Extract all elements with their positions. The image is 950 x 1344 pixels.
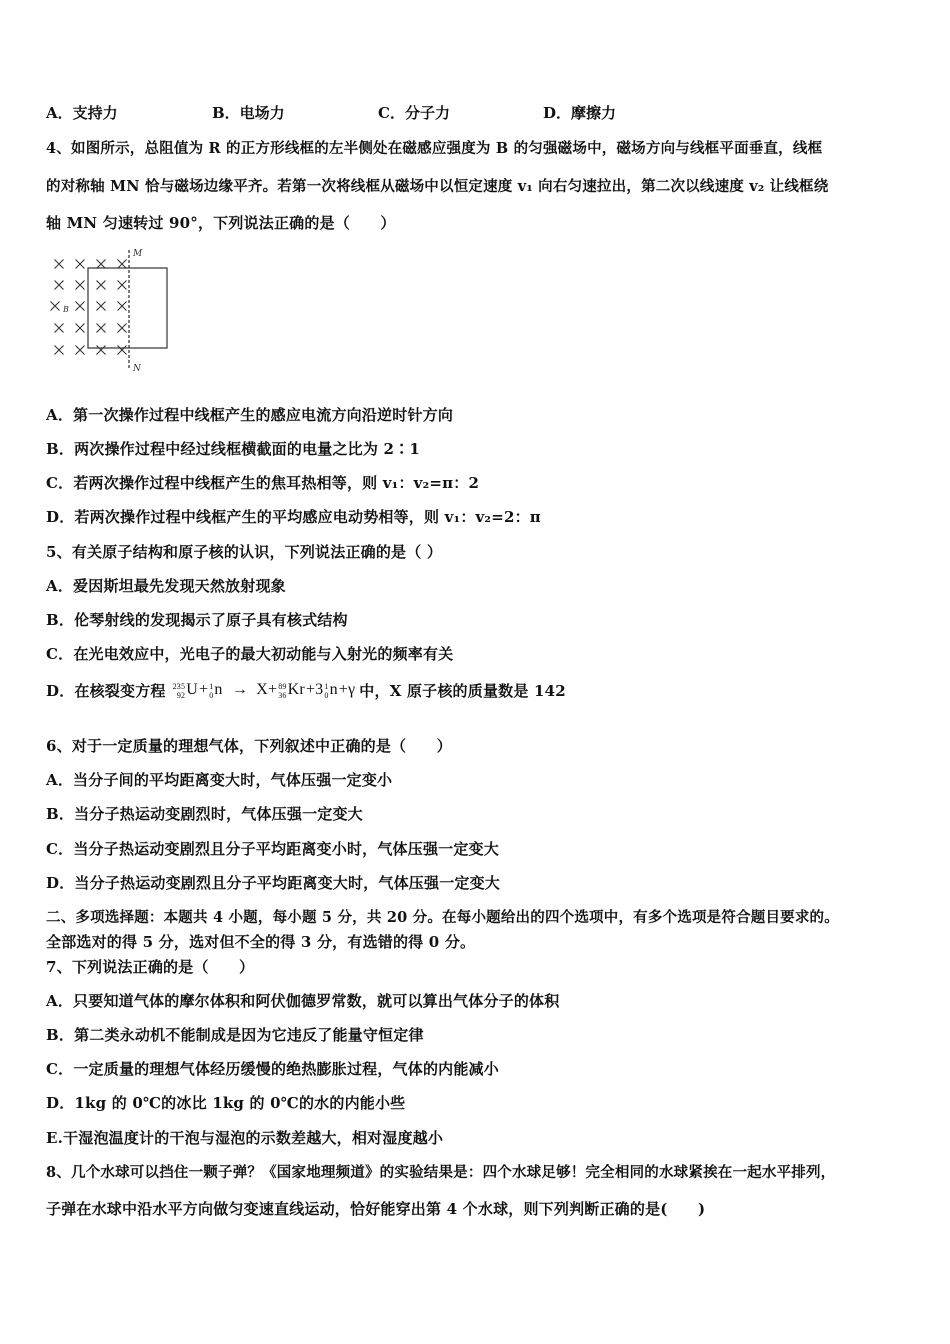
q7-option-d: D．1kg 的 0℃的冰比 1kg 的 0℃的水的内能小些 [46, 1094, 406, 1112]
q3-option-a: A．支持力 [46, 104, 118, 122]
wire-frame [88, 268, 167, 348]
field-cross-icon [118, 281, 127, 290]
field-cross-icon [51, 302, 60, 311]
label-b: B [63, 305, 69, 314]
field-cross-icon [118, 346, 127, 355]
field-cross-icon [97, 302, 106, 311]
q5-option-c: C．在光电效应中，光电子的最大初动能与入射光的频率有关 [46, 645, 454, 663]
q3-option-c: C．分子力 [378, 104, 450, 122]
field-cross-icon [55, 346, 64, 355]
q4-stem-line3: 轴 MN 匀速转过 90°，下列说法正确的是（ ） [46, 214, 396, 232]
q4-option-d: D．若两次操作过程中线框产生的平均感应电动势相等，则 v₁：v₂=2：π [46, 508, 541, 526]
q7-option-e: E.干湿泡温度计的干泡与湿泡的示数差越大，相对湿度越小 [46, 1129, 444, 1147]
field-cross-icon [97, 324, 106, 333]
label-m: M [133, 249, 143, 259]
fission-equation: 235 92 U+ 1 0 n → X+ 89 36 Kr+3 1 0 n+γ [172, 681, 356, 700]
field-cross-icon [76, 260, 85, 269]
q5-option-d-prefix: D．在核裂变方程 [46, 682, 166, 700]
q3-option-d: D．摩擦力 [543, 104, 617, 122]
field-cross-icon [97, 346, 106, 355]
field-cross-icon [55, 260, 64, 269]
q5-option-a: A．爱因斯坦最先发现天然放射现象 [46, 577, 286, 595]
q5-option-d-suffix: 中，X 原子核的质量数是 142 [359, 682, 566, 700]
field-cross-icon [76, 302, 85, 311]
q7-option-c: C．一定质量的理想气体经历缓慢的绝热膨胀过程，气体的内能减小 [46, 1060, 499, 1078]
q4-option-b: B．两次操作过程中经过线框横截面的电量之比为 2∶1 [46, 440, 420, 458]
magnetic-field-figure [50, 244, 175, 374]
field-cross-icon [76, 324, 85, 333]
field-cross-icon [76, 346, 85, 355]
q6-stem: 6、对于一定质量的理想气体，下列叙述中正确的是（ ） [46, 737, 452, 755]
q7-option-a: A．只要知道气体的摩尔体积和阿伏伽德罗常数，就可以算出气体分子的体积 [46, 992, 560, 1010]
section2-line1: 二、多项选择题：本题共 4 小题，每小题 5 分，共 20 分。在每小题给出的四个选项中，有多个选项是符合题目要求的。 [46, 909, 839, 926]
field-cross-icon [97, 260, 106, 269]
q5-stem: 5、有关原子结构和原子核的认识，下列说法正确的是（ ） [46, 543, 443, 561]
q3-option-b: B．电场力 [212, 104, 285, 122]
field-cross-icon [97, 281, 106, 290]
field-cross-icon [55, 281, 64, 290]
label-n: N [133, 364, 141, 374]
q5-option-b: B．伦琴射线的发现揭示了原子具有核式结构 [46, 611, 348, 629]
q6-option-d: D．当分子热运动变剧烈且分子平均距离变大时，气体压强一定变大 [46, 874, 501, 892]
field-cross-icon [118, 302, 127, 311]
q6-option-c: C．当分子热运动变剧烈且分子平均距离变小时，气体压强一定变大 [46, 840, 499, 858]
field-cross-icon [118, 260, 127, 269]
field-cross-icon [55, 324, 64, 333]
q8-line2: 子弹在水球中沿水平方向做匀变速直线运动，恰好能穿出第 4 个水球，则下列判断正确的是( ) [46, 1200, 706, 1218]
q5-option-d [46, 680, 566, 701]
field-cross-icon [76, 281, 85, 290]
section2-line2: 全部选对的得 5 分，选对但不全的得 3 分，有选错的得 0 分。 [46, 933, 476, 951]
q7-stem: 7、下列说法正确的是（ ） [46, 958, 255, 976]
field-cross-icon [118, 324, 127, 333]
q8-line1: 8、几个水球可以挡住一颗子弹？《国家地理频道》的实验结果是：四个水球足够！完全相同的水球紧挨在一起水平排列， [46, 1164, 836, 1181]
q4-option-c: C．若两次操作过程中线框产生的焦耳热相等，则 v₁：v₂=π：2 [46, 474, 480, 492]
q4-stem-line2: 的对称轴 MN 恰与磁场边缘平齐。若第一次将线框从磁场中以恒定速度 v₁ 向右匀速拉出，第二次以线速度 v₂ 让线框绕 [46, 178, 829, 195]
q4-option-a: A．第一次操作过程中线框产生的感应电流方向沿逆时针方向 [46, 406, 454, 424]
q7-option-b: B．第二类永动机不能制成是因为它违反了能量守恒定律 [46, 1026, 424, 1044]
q6-option-a: A．当分子间的平均距离变大时，气体压强一定变小 [46, 771, 393, 789]
q6-option-b: B．当分子热运动变剧烈时，气体压强一定变大 [46, 805, 363, 823]
q4-stem-line1: 4、如图所示，总阻值为 R 的正方形线框的左半侧处在磁感应强度为 B 的匀强磁场中，磁场方向与线框平面垂直，线框 [46, 140, 823, 157]
